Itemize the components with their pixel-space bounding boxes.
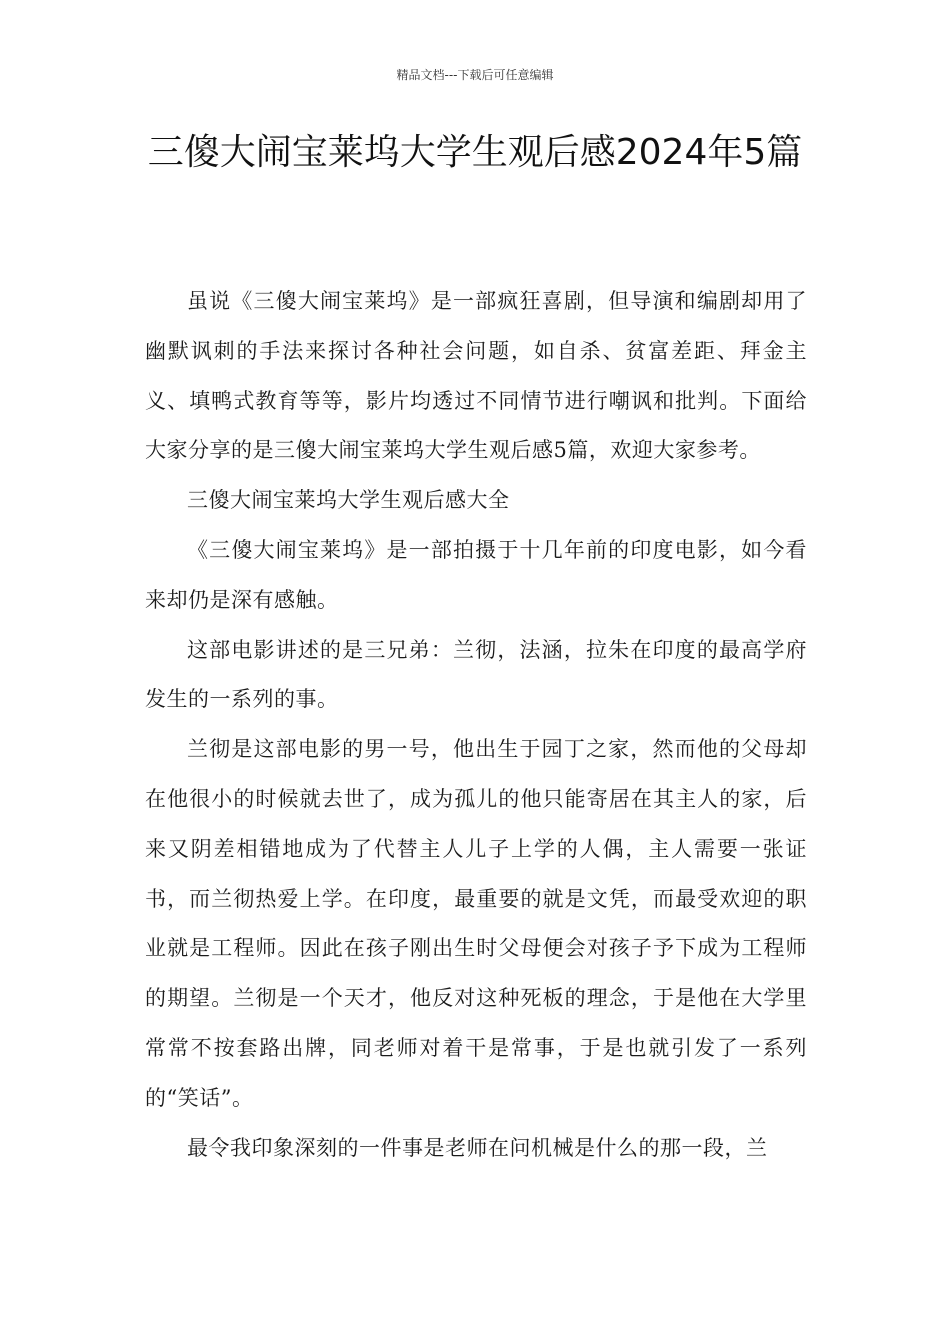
- paragraph-intro: 虽说《三傻大闹宝莱坞》是一部疯狂喜剧，但导演和编剧却用了幽默讽刺的手法来探讨各种社会问题，如自杀、贫富差距、拜金主义、填鸭式教育等等，影片均透过不同情节进行嘲讽和批判。下面给大家分享的是三傻大闹宝莱坞大学生观后感5篇，欢迎大家参考。: [145, 289, 807, 463]
- document-title: 三傻大闹宝莱坞大学生观后感2024年5篇: [147, 132, 803, 173]
- paragraph: 这部电影讲述的是三兄弟：兰彻，法涵，拉朱在印度的最高学府发生的一系列的事。: [145, 637, 807, 712]
- header-note: 精品文档---下载后可任意编辑: [396, 68, 554, 82]
- paragraph: 兰彻是这部电影的男一号，他出生于园丁之家，然而他的父母却在他很小的时候就去世了，成为孤儿的他只能寄居在其主人的家，后来又阴差相错地成为了代替主人儿子上学的人偶，主人需要一张证书，而兰彻热爱上学。在印度，最重要的就是文凭，而最受欢迎的职业就是工程师。因此在孩子刚出生时父母便会对孩子予下成为工程师的期望。兰彻是一个天才，他反对这种死板的理念，于是他在大学里常常不按套路出牌，同老师对着干是常事，于是也就引发了一系列的“笑话”。: [145, 737, 807, 1110]
- paragraph: 最令我印象深刻的一件事是老师在问机械是什么的那一段，兰: [187, 1135, 768, 1160]
- document-body: [145, 277, 807, 1173]
- paragraph: 《三傻大闹宝莱坞》是一部拍摄于十几年前的印度电影，如今看来却仍是深有感触。: [145, 537, 807, 612]
- paragraph-subheading: 三傻大闹宝莱坞大学生观后感大全: [187, 488, 510, 513]
